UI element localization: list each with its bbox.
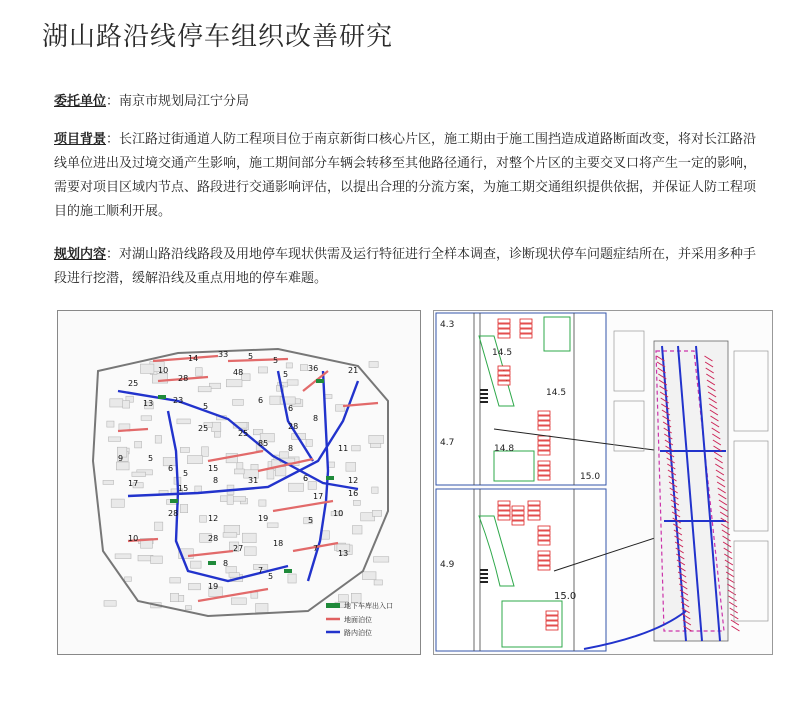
parking-stall: [498, 381, 510, 385]
parking-count: 10: [128, 534, 139, 543]
client-section: [54, 90, 758, 114]
parking-count: 19: [208, 582, 219, 591]
building-block: [170, 593, 178, 601]
building-block: [141, 416, 152, 421]
parking-count: 5: [183, 469, 189, 478]
background-label: 项目背景: [54, 132, 107, 147]
building-block: [369, 362, 378, 368]
parking-count: 5: [283, 370, 289, 379]
parking-count: 5: [203, 402, 209, 411]
building-block: [187, 456, 202, 464]
crosswalk-stripes: [480, 577, 488, 579]
parking-stall: [538, 446, 550, 450]
building-block: [287, 380, 298, 385]
building-block: [140, 364, 154, 373]
parking-stall: [546, 616, 558, 620]
building-block: [180, 447, 189, 452]
legend-swatch-garage: [326, 603, 340, 608]
parking-count: 28: [208, 534, 219, 543]
building-block: [200, 516, 207, 523]
parking-count: 31: [248, 476, 259, 485]
building-block: [155, 436, 161, 444]
client-sep: ：: [106, 94, 120, 109]
parking-count: 27: [233, 544, 244, 553]
parking-count: 25: [238, 429, 249, 438]
parking-stall: [546, 621, 558, 625]
parking-stall: [538, 451, 550, 455]
parking-count: 21: [348, 366, 359, 375]
building-block: [363, 572, 377, 580]
parking-stall: [528, 511, 540, 515]
parking-stall: [512, 506, 524, 510]
building-block: [191, 561, 202, 568]
parking-count: 16: [348, 489, 359, 498]
building-block: [223, 533, 237, 538]
parking-stall: [498, 334, 510, 338]
building-block: [180, 504, 187, 512]
parking-count: 9: [118, 454, 124, 463]
building-block: [256, 604, 268, 613]
garage-entrance-marker: [316, 379, 324, 383]
parking-count: 8: [213, 476, 219, 485]
parking-count: 5: [148, 454, 154, 463]
inset-top-frame: [436, 313, 606, 485]
parking-count: 13: [338, 549, 349, 558]
building-block: [372, 487, 378, 493]
garage-entrance-marker: [326, 476, 334, 480]
building-block: [353, 500, 360, 505]
garage-entrance-marker: [170, 499, 178, 503]
dim-label: 15.0: [580, 472, 601, 482]
building-block: [189, 583, 201, 589]
road-detail-map: [433, 310, 773, 655]
legend-label-surface: 地面泊位: [344, 616, 372, 624]
building-block: [103, 480, 114, 484]
parking-stall: [512, 521, 524, 525]
parking-count: 6: [258, 396, 264, 405]
background-text: 长江路过街通道人防工程项目位于南京新街口核心片区，施工期由于施工围挡造成道路断面改变，将对长江路沿线单位进出及过境交通产生影响，施工期间部分车辆会转移至其他路径通行，对整个片区的主要交叉口将产生一定的影响，需要对项目区域内节点、路段进行交通影响评估，以提出合理的分流方案，为施工期交通组织提供依据，并保证人防工程项目的施工顺利开展。: [54, 132, 757, 219]
building-block: [259, 500, 266, 506]
crosswalk-stripes: [480, 573, 488, 575]
road-detail-svg: [434, 311, 772, 654]
parking-stall: [520, 334, 532, 338]
parking-count: 17: [313, 492, 324, 501]
parking-count: 5: [308, 516, 314, 525]
building-block: [123, 401, 130, 409]
dim-label: 4.7: [440, 438, 455, 448]
crosswalk-stripes: [480, 569, 488, 571]
building-block: [374, 557, 389, 562]
parking-count: 14: [188, 354, 199, 363]
client-text: 南京市规划局江宁分局: [119, 94, 250, 109]
parking-count: 28: [288, 422, 299, 431]
parking-stall: [520, 329, 532, 333]
building-block: [125, 577, 132, 581]
building-block: [196, 368, 203, 376]
building-block: [231, 598, 246, 605]
building-block: [338, 595, 348, 602]
parking-stall: [498, 376, 510, 380]
building-block: [108, 437, 120, 441]
building-block: [369, 435, 384, 443]
building-block: [227, 496, 233, 505]
crosswalk-stripes: [480, 389, 488, 391]
building-block: [288, 574, 296, 583]
background-sep: ：: [106, 132, 120, 147]
parking-stall: [512, 516, 524, 520]
building-block: [306, 439, 312, 446]
building-block: [135, 441, 142, 448]
building-block: [275, 467, 286, 476]
content-section: [54, 243, 758, 291]
building-block: [111, 499, 124, 507]
parking-count: 8: [223, 559, 229, 568]
district-parking-map: [57, 310, 421, 655]
dim-label: 4.3: [440, 320, 455, 330]
parking-count: 85: [258, 439, 269, 448]
parking-stall: [538, 476, 550, 480]
building-block: [300, 365, 307, 371]
parking-stall: [538, 541, 550, 545]
parking-stall: [520, 319, 532, 323]
parking-count: 12: [208, 514, 219, 523]
building-block: [132, 472, 146, 476]
building-block: [226, 380, 242, 387]
building-block: [185, 606, 191, 610]
parking-count: 25: [198, 424, 209, 433]
parking-count: 12: [348, 476, 359, 485]
dim-label: 14.5: [492, 348, 513, 358]
district-map-svg: [58, 311, 420, 654]
parking-stall: [538, 426, 550, 430]
parking-count: 10: [158, 366, 169, 375]
building-block: [155, 522, 163, 530]
parking-count: 33: [218, 350, 229, 359]
figure-area: [57, 310, 773, 655]
building-block: [177, 419, 190, 424]
parking-count: 15: [208, 464, 219, 473]
parking-stall: [546, 611, 558, 615]
parking-stall: [538, 411, 550, 415]
building-block: [352, 526, 362, 534]
building-block: [244, 547, 256, 556]
parking-count: 28: [168, 509, 179, 518]
building-block: [242, 533, 256, 543]
parking-stall: [538, 471, 550, 475]
parking-count: 6: [168, 464, 174, 473]
parking-count: 11: [338, 444, 349, 453]
parking-stall: [498, 329, 510, 333]
parking-stall: [538, 536, 550, 540]
dim-label: 15.0: [554, 591, 577, 602]
building-block: [234, 469, 244, 474]
content-sep: ：: [106, 247, 120, 262]
parking-count: 7: [313, 544, 319, 553]
crosswalk-stripes: [480, 401, 488, 403]
client-label: 委托单位: [54, 94, 107, 109]
crosswalk-stripes: [480, 581, 488, 583]
dim-label: 14.5: [546, 388, 567, 398]
building-block: [346, 463, 356, 472]
building-block: [321, 531, 329, 539]
parking-count: 25: [128, 379, 139, 388]
dim-label: 14.8: [494, 444, 515, 454]
parking-count: 8: [288, 444, 294, 453]
building-block: [251, 592, 258, 598]
garage-entrance-marker: [158, 395, 166, 399]
parking-stall: [498, 371, 510, 375]
parking-stall: [498, 506, 510, 510]
parking-stall: [538, 461, 550, 465]
garage-entrance-marker: [284, 569, 292, 573]
parking-count: 6: [288, 404, 294, 413]
parking-count: 23: [173, 396, 184, 405]
parking-count: 19: [258, 514, 269, 523]
building-block: [229, 573, 239, 578]
building-block: [202, 447, 209, 457]
parking-count: 17: [128, 479, 139, 488]
parking-stall: [512, 511, 524, 515]
building-block: [170, 578, 181, 583]
parking-count: 13: [143, 399, 154, 408]
parking-stall: [538, 556, 550, 560]
parking-stall: [538, 421, 550, 425]
legend-label-garage: 地下车库出入口: [344, 602, 393, 610]
building-block: [198, 387, 211, 392]
building-block: [151, 556, 163, 564]
parking-stall: [520, 324, 532, 328]
building-block: [288, 483, 303, 491]
building-block: [267, 469, 274, 479]
parking-stall: [538, 561, 550, 565]
parking-count: 5: [273, 356, 279, 365]
parking-stall: [538, 466, 550, 470]
parking-count: 36: [308, 364, 319, 373]
content-text: 对湖山路沿线路段及用地停车现状供需及运行特征进行全样本调查，诊断现状停车问题症结所在，并采用多种手段进行挖潜，缓解沿线及重点用地的停车难题。: [54, 247, 757, 286]
page-title: 湖山路沿线停车组织改善研究: [42, 22, 394, 52]
dim-label: 4.9: [440, 560, 455, 570]
building-block: [286, 363, 292, 368]
garage-entrance-marker: [208, 561, 216, 565]
building-block: [116, 462, 129, 470]
parking-stall: [498, 511, 510, 515]
parking-count: 6: [303, 474, 309, 483]
building-block: [352, 445, 361, 451]
parking-stall: [498, 501, 510, 505]
content-label: 规划内容: [54, 247, 107, 262]
crosswalk-stripes: [480, 397, 488, 399]
parking-stall: [538, 531, 550, 535]
parking-stall: [528, 501, 540, 505]
parking-stall: [498, 324, 510, 328]
parking-stall: [546, 626, 558, 630]
parking-stall: [498, 319, 510, 323]
parking-count: 7: [258, 566, 264, 575]
building-block: [233, 399, 244, 405]
building-block: [115, 554, 131, 559]
building-block: [374, 580, 382, 585]
parking-count: 48: [233, 368, 244, 377]
parking-count: 28: [178, 374, 189, 383]
parking-stall: [538, 566, 550, 570]
building-block: [107, 421, 114, 427]
building-block: [267, 523, 278, 528]
parking-stall: [538, 551, 550, 555]
crosswalk-stripes: [480, 393, 488, 395]
parking-stall: [538, 441, 550, 445]
legend-label-inroad: 路内泊位: [344, 629, 372, 637]
parking-count: 5: [268, 572, 274, 581]
building-block: [258, 367, 267, 373]
building-block: [372, 510, 381, 516]
parking-stall: [528, 516, 540, 520]
building-block: [104, 601, 116, 607]
building-block: [308, 482, 316, 490]
parking-stall: [538, 416, 550, 420]
parking-stall: [538, 526, 550, 530]
parking-stall: [498, 516, 510, 520]
building-block: [212, 422, 221, 432]
parking-stall: [498, 366, 510, 370]
parking-count: 15: [178, 484, 189, 493]
parking-count: 8: [313, 414, 319, 423]
parking-count: 5: [248, 352, 254, 361]
parking-count: 10: [333, 509, 344, 518]
background-section: [54, 128, 758, 224]
parking-count: 18: [273, 539, 284, 548]
parking-stall: [528, 506, 540, 510]
building-block: [110, 399, 123, 407]
